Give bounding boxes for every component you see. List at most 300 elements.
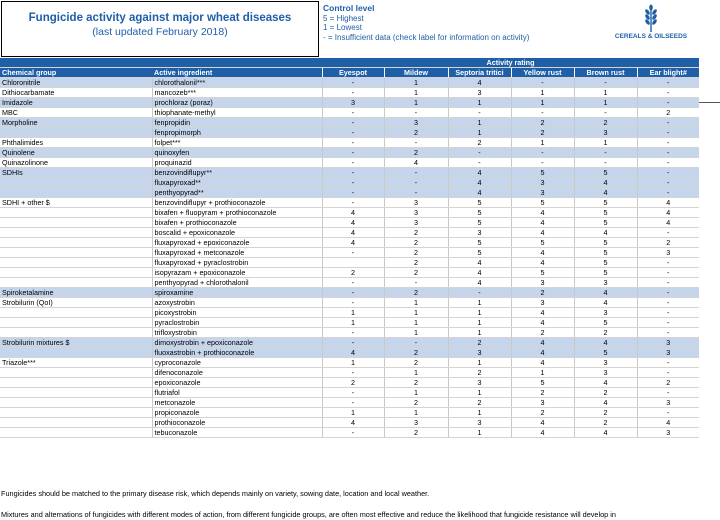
yellow-rust-rating-cell: 2 <box>511 408 574 418</box>
legend-line-insufficient: - = Insufficient data (check label for information on activity) <box>323 32 530 42</box>
brown-rust-rating-cell: 1 <box>574 138 637 148</box>
chemical-group-cell <box>0 268 152 278</box>
ear-blight-rating-cell: - <box>637 158 699 168</box>
active-ingredient-cell: picoxystrobin <box>152 308 322 318</box>
mildew-rating-cell: - <box>384 278 448 288</box>
active-ingredient-cell: penthyopyrad + chlorothalonil <box>152 278 322 288</box>
ear-blight-rating-cell: - <box>637 228 699 238</box>
brown-rust-rating-cell: 4 <box>574 178 637 188</box>
active-ingredient-cell: fluxapyroxad + metconazole <box>152 248 322 258</box>
mildew-rating-cell: 1 <box>384 388 448 398</box>
chemical-group-cell <box>0 278 152 288</box>
chemical-group-cell: Spiroketalamine <box>0 288 152 298</box>
legend-heading: Control level <box>323 3 375 13</box>
eyespot-rating-cell: 4 <box>322 238 384 248</box>
yellow-rust-rating-cell: 5 <box>511 168 574 178</box>
active-ingredient-cell: benzovindiflupyr + prothioconazole <box>152 198 322 208</box>
chemical-group-cell <box>0 348 152 358</box>
ear-blight-rating-cell: - <box>637 98 699 108</box>
col-header-yellow-rust: Yellow rust <box>511 68 574 78</box>
yellow-rust-rating-cell: 3 <box>511 178 574 188</box>
eyespot-rating-cell: - <box>322 328 384 338</box>
active-ingredient-cell: proquinazid <box>152 158 322 168</box>
septoria-rating-cell: - <box>448 288 511 298</box>
septoria-rating-cell: 3 <box>448 348 511 358</box>
fungicide-activity-table <box>0 58 699 438</box>
chemical-group-cell: Strobilurin mixtures $ <box>0 338 152 348</box>
chemical-group-cell <box>0 218 152 228</box>
eyespot-rating-cell: - <box>322 298 384 308</box>
chemical-group-cell <box>0 388 152 398</box>
chemical-group-cell: SDHI + other $ <box>0 198 152 208</box>
active-ingredient-cell: bixafen + fluopyram + prothioconazole <box>152 208 322 218</box>
chemical-group-cell: Chloronitrile <box>0 78 152 88</box>
eyespot-rating-cell: - <box>322 198 384 208</box>
active-ingredient-cell: chlorothalonil*** <box>152 78 322 88</box>
chemical-group-cell <box>0 228 152 238</box>
septoria-rating-cell: 5 <box>448 248 511 258</box>
eyespot-rating-cell: - <box>322 428 384 438</box>
mildew-rating-cell: 2 <box>384 378 448 388</box>
mildew-rating-cell: 3 <box>384 218 448 228</box>
yellow-rust-rating-cell: - <box>511 108 574 118</box>
ear-blight-rating-cell: 3 <box>637 348 699 358</box>
active-ingredient-cell: fluxapyroxad** <box>152 178 322 188</box>
brown-rust-rating-cell: 5 <box>574 208 637 218</box>
eyespot-rating-cell: 2 <box>322 378 384 388</box>
eyespot-rating-cell: - <box>322 78 384 88</box>
septoria-rating-cell: 1 <box>448 358 511 368</box>
table-row <box>0 218 699 228</box>
brown-rust-rating-cell: 5 <box>574 198 637 208</box>
eyespot-rating-cell: - <box>322 138 384 148</box>
brown-rust-rating-cell: 2 <box>574 328 637 338</box>
active-ingredient-cell: azoxystrobin <box>152 298 322 308</box>
mildew-rating-cell: 1 <box>384 408 448 418</box>
brown-rust-rating-cell: 4 <box>574 338 637 348</box>
active-ingredient-cell: boscalid + epoxiconazole <box>152 228 322 238</box>
active-ingredient-cell: fluxapyroxad + epoxiconazole <box>152 238 322 248</box>
yellow-rust-rating-cell: - <box>511 158 574 168</box>
septoria-rating-cell: 1 <box>448 408 511 418</box>
table-row <box>0 328 699 338</box>
yellow-rust-rating-cell: 4 <box>511 248 574 258</box>
mildew-rating-cell: 2 <box>384 428 448 438</box>
mildew-rating-cell: 3 <box>384 208 448 218</box>
septoria-rating-cell: 1 <box>448 118 511 128</box>
logo-text: CEREALS & OILSEEDS <box>614 33 688 40</box>
eyespot-rating-cell: - <box>322 118 384 128</box>
table-row <box>0 228 699 238</box>
mildew-rating-cell: - <box>384 138 448 148</box>
septoria-rating-cell: 5 <box>448 238 511 248</box>
table-row <box>0 338 699 348</box>
chemical-group-cell: MBC <box>0 108 152 118</box>
mildew-rating-cell: 2 <box>384 238 448 248</box>
table-row <box>0 398 699 408</box>
chemical-group-cell <box>0 178 152 188</box>
yellow-rust-rating-cell: 2 <box>511 118 574 128</box>
active-ingredient-cell: isopyrazam + epoxiconazole <box>152 268 322 278</box>
chemical-group-cell: Triazole*** <box>0 358 152 368</box>
col-header-ear-blight: Ear blight# <box>637 68 699 78</box>
yellow-rust-rating-cell: 4 <box>511 218 574 228</box>
yellow-rust-rating-cell: 5 <box>511 268 574 278</box>
chemical-group-cell: Quinolene <box>0 148 152 158</box>
yellow-rust-rating-cell: 4 <box>511 318 574 328</box>
eyespot-rating-cell: - <box>322 188 384 198</box>
yellow-rust-rating-cell: - <box>511 148 574 158</box>
septoria-rating-cell: 2 <box>448 398 511 408</box>
chemical-group-cell <box>0 408 152 418</box>
eyespot-rating-cell: 4 <box>322 348 384 358</box>
septoria-rating-cell: 5 <box>448 218 511 228</box>
septoria-rating-cell: 4 <box>448 188 511 198</box>
activity-rating-header: Activity rating <box>322 58 699 68</box>
yellow-rust-rating-cell: 4 <box>511 348 574 358</box>
mildew-rating-cell: - <box>384 168 448 178</box>
chemical-group-cell <box>0 398 152 408</box>
brown-rust-rating-cell: 1 <box>574 98 637 108</box>
septoria-rating-cell: 3 <box>448 378 511 388</box>
page-title: Fungicide activity against major wheat diseases <box>28 12 292 24</box>
active-ingredient-cell: metconazole <box>152 398 322 408</box>
eyespot-rating-cell: - <box>322 178 384 188</box>
brown-rust-rating-cell: 2 <box>574 118 637 128</box>
septoria-rating-cell: 4 <box>448 278 511 288</box>
mildew-rating-cell: - <box>384 108 448 118</box>
table-row <box>0 118 699 128</box>
active-ingredient-cell: penthyopyrad** <box>152 188 322 198</box>
brown-rust-rating-cell: 4 <box>574 298 637 308</box>
brown-rust-rating-cell: - <box>574 78 637 88</box>
table-row <box>0 238 699 248</box>
yellow-rust-rating-cell: 4 <box>511 228 574 238</box>
eyespot-rating-cell: - <box>322 128 384 138</box>
brown-rust-rating-cell: 3 <box>574 368 637 378</box>
eyespot-rating-cell: - <box>322 278 384 288</box>
mildew-rating-cell: 1 <box>384 368 448 378</box>
chemical-group-cell <box>0 328 152 338</box>
mildew-rating-cell: 1 <box>384 328 448 338</box>
eyespot-rating-cell: 4 <box>322 208 384 218</box>
active-ingredient-cell: fluxapyroxad + pyraclostrobin <box>152 258 322 268</box>
ear-blight-rating-cell: 2 <box>637 378 699 388</box>
table-row <box>0 148 699 158</box>
active-ingredient-cell: dimoxystrobin + epoxiconazole <box>152 338 322 348</box>
chemical-group-cell: SDHIs <box>0 168 152 178</box>
col-header-eyespot: Eyespot <box>322 68 384 78</box>
chemical-group-cell <box>0 258 152 268</box>
active-ingredient-cell: spiroxamine <box>152 288 322 298</box>
active-ingredient-cell: difenoconazole <box>152 368 322 378</box>
brown-rust-rating-cell: 3 <box>574 128 637 138</box>
table-row <box>0 298 699 308</box>
mildew-rating-cell: - <box>384 188 448 198</box>
ear-blight-rating-cell: - <box>637 178 699 188</box>
mildew-rating-cell: 2 <box>384 148 448 158</box>
brown-rust-rating-cell: 2 <box>574 388 637 398</box>
ear-blight-rating-cell: - <box>637 358 699 368</box>
table-row <box>0 208 699 218</box>
ear-blight-rating-cell: 3 <box>637 248 699 258</box>
septoria-rating-cell: 3 <box>448 418 511 428</box>
active-ingredient-cell: quinoxyfen <box>152 148 322 158</box>
chemical-group-cell <box>0 128 152 138</box>
ear-blight-rating-cell: - <box>637 288 699 298</box>
septoria-rating-cell: 4 <box>448 78 511 88</box>
chemical-group-cell <box>0 378 152 388</box>
mildew-rating-cell: - <box>384 338 448 348</box>
yellow-rust-rating-cell: 3 <box>511 278 574 288</box>
page-subtitle: (last updated February 2018) <box>92 26 228 38</box>
ear-blight-rating-cell: - <box>637 118 699 128</box>
chemical-group-cell <box>0 238 152 248</box>
ear-blight-rating-cell: - <box>637 148 699 158</box>
septoria-rating-cell: - <box>448 148 511 158</box>
ear-blight-rating-cell: - <box>637 328 699 338</box>
eyespot-rating-cell: - <box>322 158 384 168</box>
mildew-rating-cell: 3 <box>384 418 448 428</box>
table-row <box>0 138 699 148</box>
septoria-rating-cell: 5 <box>448 208 511 218</box>
ear-blight-rating-cell: - <box>637 408 699 418</box>
table-row <box>0 168 699 178</box>
mildew-rating-cell: 1 <box>384 98 448 108</box>
title-box <box>1 1 319 57</box>
active-ingredient-cell: prothioconazole <box>152 418 322 428</box>
eyespot-rating-cell: - <box>322 388 384 398</box>
ear-blight-rating-cell: - <box>637 258 699 268</box>
yellow-rust-rating-cell: 2 <box>511 288 574 298</box>
septoria-rating-cell: 1 <box>448 428 511 438</box>
septoria-rating-cell: - <box>448 108 511 118</box>
eyespot-rating-cell: 2 <box>322 268 384 278</box>
chemical-group-cell: Strobilurin (QoI) <box>0 298 152 308</box>
mildew-rating-cell: 2 <box>384 248 448 258</box>
active-ingredient-cell: flutriafol <box>152 388 322 398</box>
eyespot-rating-cell: 4 <box>322 218 384 228</box>
ear-blight-rating-cell: - <box>637 168 699 178</box>
ear-blight-rating-cell: 4 <box>637 198 699 208</box>
brown-rust-rating-cell: 2 <box>574 418 637 428</box>
yellow-rust-rating-cell: 2 <box>511 388 574 398</box>
table-row <box>0 288 699 298</box>
col-header-active-ingredient: Active ingredient <box>152 68 322 78</box>
eyespot-rating-cell: 1 <box>322 358 384 368</box>
eyespot-rating-cell: - <box>322 398 384 408</box>
legend-line-lowest: 1 = Lowest <box>323 23 362 33</box>
septoria-rating-cell: 3 <box>448 228 511 238</box>
eyespot-rating-cell: - <box>322 248 384 258</box>
septoria-rating-cell: 4 <box>448 258 511 268</box>
eyespot-rating-cell: - <box>322 168 384 178</box>
brown-rust-rating-cell: - <box>574 108 637 118</box>
table-row <box>0 128 699 138</box>
ear-blight-rating-cell: 3 <box>637 398 699 408</box>
ear-blight-rating-cell: 2 <box>637 108 699 118</box>
col-header-septoria: Septoria tritici <box>448 68 511 78</box>
divider-line <box>699 102 720 103</box>
eyespot-rating-cell <box>322 258 384 268</box>
table-row <box>0 188 699 198</box>
septoria-rating-cell: 4 <box>448 268 511 278</box>
brown-rust-rating-cell: 2 <box>574 408 637 418</box>
yellow-rust-rating-cell: 4 <box>511 308 574 318</box>
col-header-brown-rust: Brown rust <box>574 68 637 78</box>
septoria-rating-cell: 2 <box>448 138 511 148</box>
chemical-group-cell: Imidazole <box>0 98 152 108</box>
septoria-rating-cell: 1 <box>448 318 511 328</box>
mildew-rating-cell: 2 <box>384 398 448 408</box>
control-level-legend <box>323 4 529 42</box>
yellow-rust-rating-cell: 4 <box>511 338 574 348</box>
yellow-rust-rating-cell: 4 <box>511 208 574 218</box>
ear-blight-rating-cell: - <box>637 138 699 148</box>
eyespot-rating-cell: 1 <box>322 308 384 318</box>
active-ingredient-cell: fluoxastrobin + prothioconazole <box>152 348 322 358</box>
table-row <box>0 88 699 98</box>
ear-blight-rating-cell: 4 <box>637 208 699 218</box>
yellow-rust-rating-cell: 4 <box>511 258 574 268</box>
eyespot-rating-cell: - <box>322 108 384 118</box>
chemical-group-cell: Dithiocarbamate <box>0 88 152 98</box>
yellow-rust-rating-cell: 3 <box>511 298 574 308</box>
brown-rust-rating-cell: - <box>574 158 637 168</box>
mildew-rating-cell: 2 <box>384 288 448 298</box>
brown-rust-rating-cell: 4 <box>574 428 637 438</box>
septoria-rating-cell: 2 <box>448 368 511 378</box>
mildew-rating-cell: 2 <box>384 258 448 268</box>
active-ingredient-cell: thiophanate-methyl <box>152 108 322 118</box>
ear-blight-rating-cell: 4 <box>637 418 699 428</box>
septoria-rating-cell: 4 <box>448 168 511 178</box>
brown-rust-rating-cell: 4 <box>574 188 637 198</box>
eyespot-rating-cell: 3 <box>322 98 384 108</box>
ear-blight-rating-cell: - <box>637 368 699 378</box>
active-ingredient-cell: fenpropidin <box>152 118 322 128</box>
septoria-rating-cell: 1 <box>448 98 511 108</box>
table-row <box>0 318 699 328</box>
mildew-rating-cell: 2 <box>384 348 448 358</box>
yellow-rust-rating-cell: 5 <box>511 378 574 388</box>
table-row <box>0 248 699 258</box>
yellow-rust-rating-cell: 4 <box>511 418 574 428</box>
eyespot-rating-cell: - <box>322 288 384 298</box>
mildew-rating-cell: 1 <box>384 308 448 318</box>
yellow-rust-rating-cell: 1 <box>511 88 574 98</box>
table-row <box>0 308 699 318</box>
brown-rust-rating-cell: 4 <box>574 288 637 298</box>
chemical-group-cell: Quinazolinone <box>0 158 152 168</box>
yellow-rust-rating-cell: 3 <box>511 398 574 408</box>
brown-rust-rating-cell: 3 <box>574 308 637 318</box>
chemical-group-cell <box>0 188 152 198</box>
brown-rust-rating-cell: 5 <box>574 238 637 248</box>
mildew-rating-cell: 2 <box>384 228 448 238</box>
eyespot-rating-cell: 1 <box>322 318 384 328</box>
active-ingredient-cell: mancozeb*** <box>152 88 322 98</box>
septoria-rating-cell: 3 <box>448 88 511 98</box>
table-row <box>0 428 699 438</box>
septoria-rating-cell: 2 <box>448 338 511 348</box>
yellow-rust-rating-cell: 2 <box>511 128 574 138</box>
chemical-group-cell: Morpholine <box>0 118 152 128</box>
chemical-group-cell <box>0 208 152 218</box>
eyespot-rating-cell: - <box>322 88 384 98</box>
mildew-rating-cell: - <box>384 178 448 188</box>
chemical-group-cell <box>0 418 152 428</box>
septoria-rating-cell: 1 <box>448 298 511 308</box>
yellow-rust-rating-cell: 4 <box>511 428 574 438</box>
ear-blight-rating-cell: 2 <box>637 238 699 248</box>
mildew-rating-cell: 2 <box>384 268 448 278</box>
ear-blight-rating-cell: - <box>637 268 699 278</box>
ear-blight-rating-cell: - <box>637 298 699 308</box>
yellow-rust-rating-cell: 5 <box>511 198 574 208</box>
ear-blight-rating-cell: - <box>637 188 699 198</box>
active-ingredient-cell: cyproconazole <box>152 358 322 368</box>
table-row <box>0 258 699 268</box>
yellow-rust-rating-cell: 4 <box>511 358 574 368</box>
chemical-group-cell <box>0 318 152 328</box>
note-primary-risk: Fungicides should be matched to the primary disease risk, which depends mainly on variety, sowing date, location and local weather. <box>1 489 430 498</box>
eyespot-rating-cell: 1 <box>322 408 384 418</box>
mildew-rating-cell: 1 <box>384 298 448 308</box>
brown-rust-rating-cell: 3 <box>574 358 637 368</box>
active-ingredient-cell: tebuconazole <box>152 428 322 438</box>
active-ingredient-cell: benzovindiflupyr** <box>152 168 322 178</box>
wheat-ear-icon <box>640 4 662 32</box>
active-ingredient-cell: trifloxystrobin <box>152 328 322 338</box>
septoria-rating-cell: 1 <box>448 308 511 318</box>
ear-blight-rating-cell: - <box>637 308 699 318</box>
brown-rust-rating-cell: 5 <box>574 348 637 358</box>
brown-rust-rating-cell: 4 <box>574 398 637 408</box>
active-ingredient-cell: pyraclostrobin <box>152 318 322 328</box>
eyespot-rating-cell: - <box>322 338 384 348</box>
active-ingredient-cell: epoxiconazole <box>152 378 322 388</box>
brown-rust-rating-cell: 5 <box>574 268 637 278</box>
mildew-rating-cell: 2 <box>384 358 448 368</box>
septoria-rating-cell: 4 <box>448 178 511 188</box>
chemical-group-cell: Phthalimides <box>0 138 152 148</box>
yellow-rust-rating-cell: 1 <box>511 368 574 378</box>
header-row-activity <box>0 58 699 68</box>
mildew-rating-cell: 3 <box>384 118 448 128</box>
brown-rust-rating-cell: 4 <box>574 378 637 388</box>
ear-blight-rating-cell: - <box>637 78 699 88</box>
yellow-rust-rating-cell: 3 <box>511 188 574 198</box>
ear-blight-rating-cell: - <box>637 318 699 328</box>
legend-line-highest: 5 = Highest <box>323 13 364 23</box>
yellow-rust-rating-cell: 1 <box>511 98 574 108</box>
table-row <box>0 178 699 188</box>
eyespot-rating-cell: 4 <box>322 228 384 238</box>
active-ingredient-cell: folpet*** <box>152 138 322 148</box>
table-row <box>0 268 699 278</box>
active-ingredient-cell: bixafen + prothioconazole <box>152 218 322 228</box>
brown-rust-rating-cell: 4 <box>574 228 637 238</box>
eyespot-rating-cell: - <box>322 148 384 158</box>
table-row <box>0 358 699 368</box>
ear-blight-rating-cell: 4 <box>637 218 699 228</box>
yellow-rust-rating-cell: - <box>511 78 574 88</box>
header-row-columns <box>0 68 699 78</box>
chemical-group-cell <box>0 428 152 438</box>
yellow-rust-rating-cell: 5 <box>511 238 574 248</box>
septoria-rating-cell: 1 <box>448 328 511 338</box>
